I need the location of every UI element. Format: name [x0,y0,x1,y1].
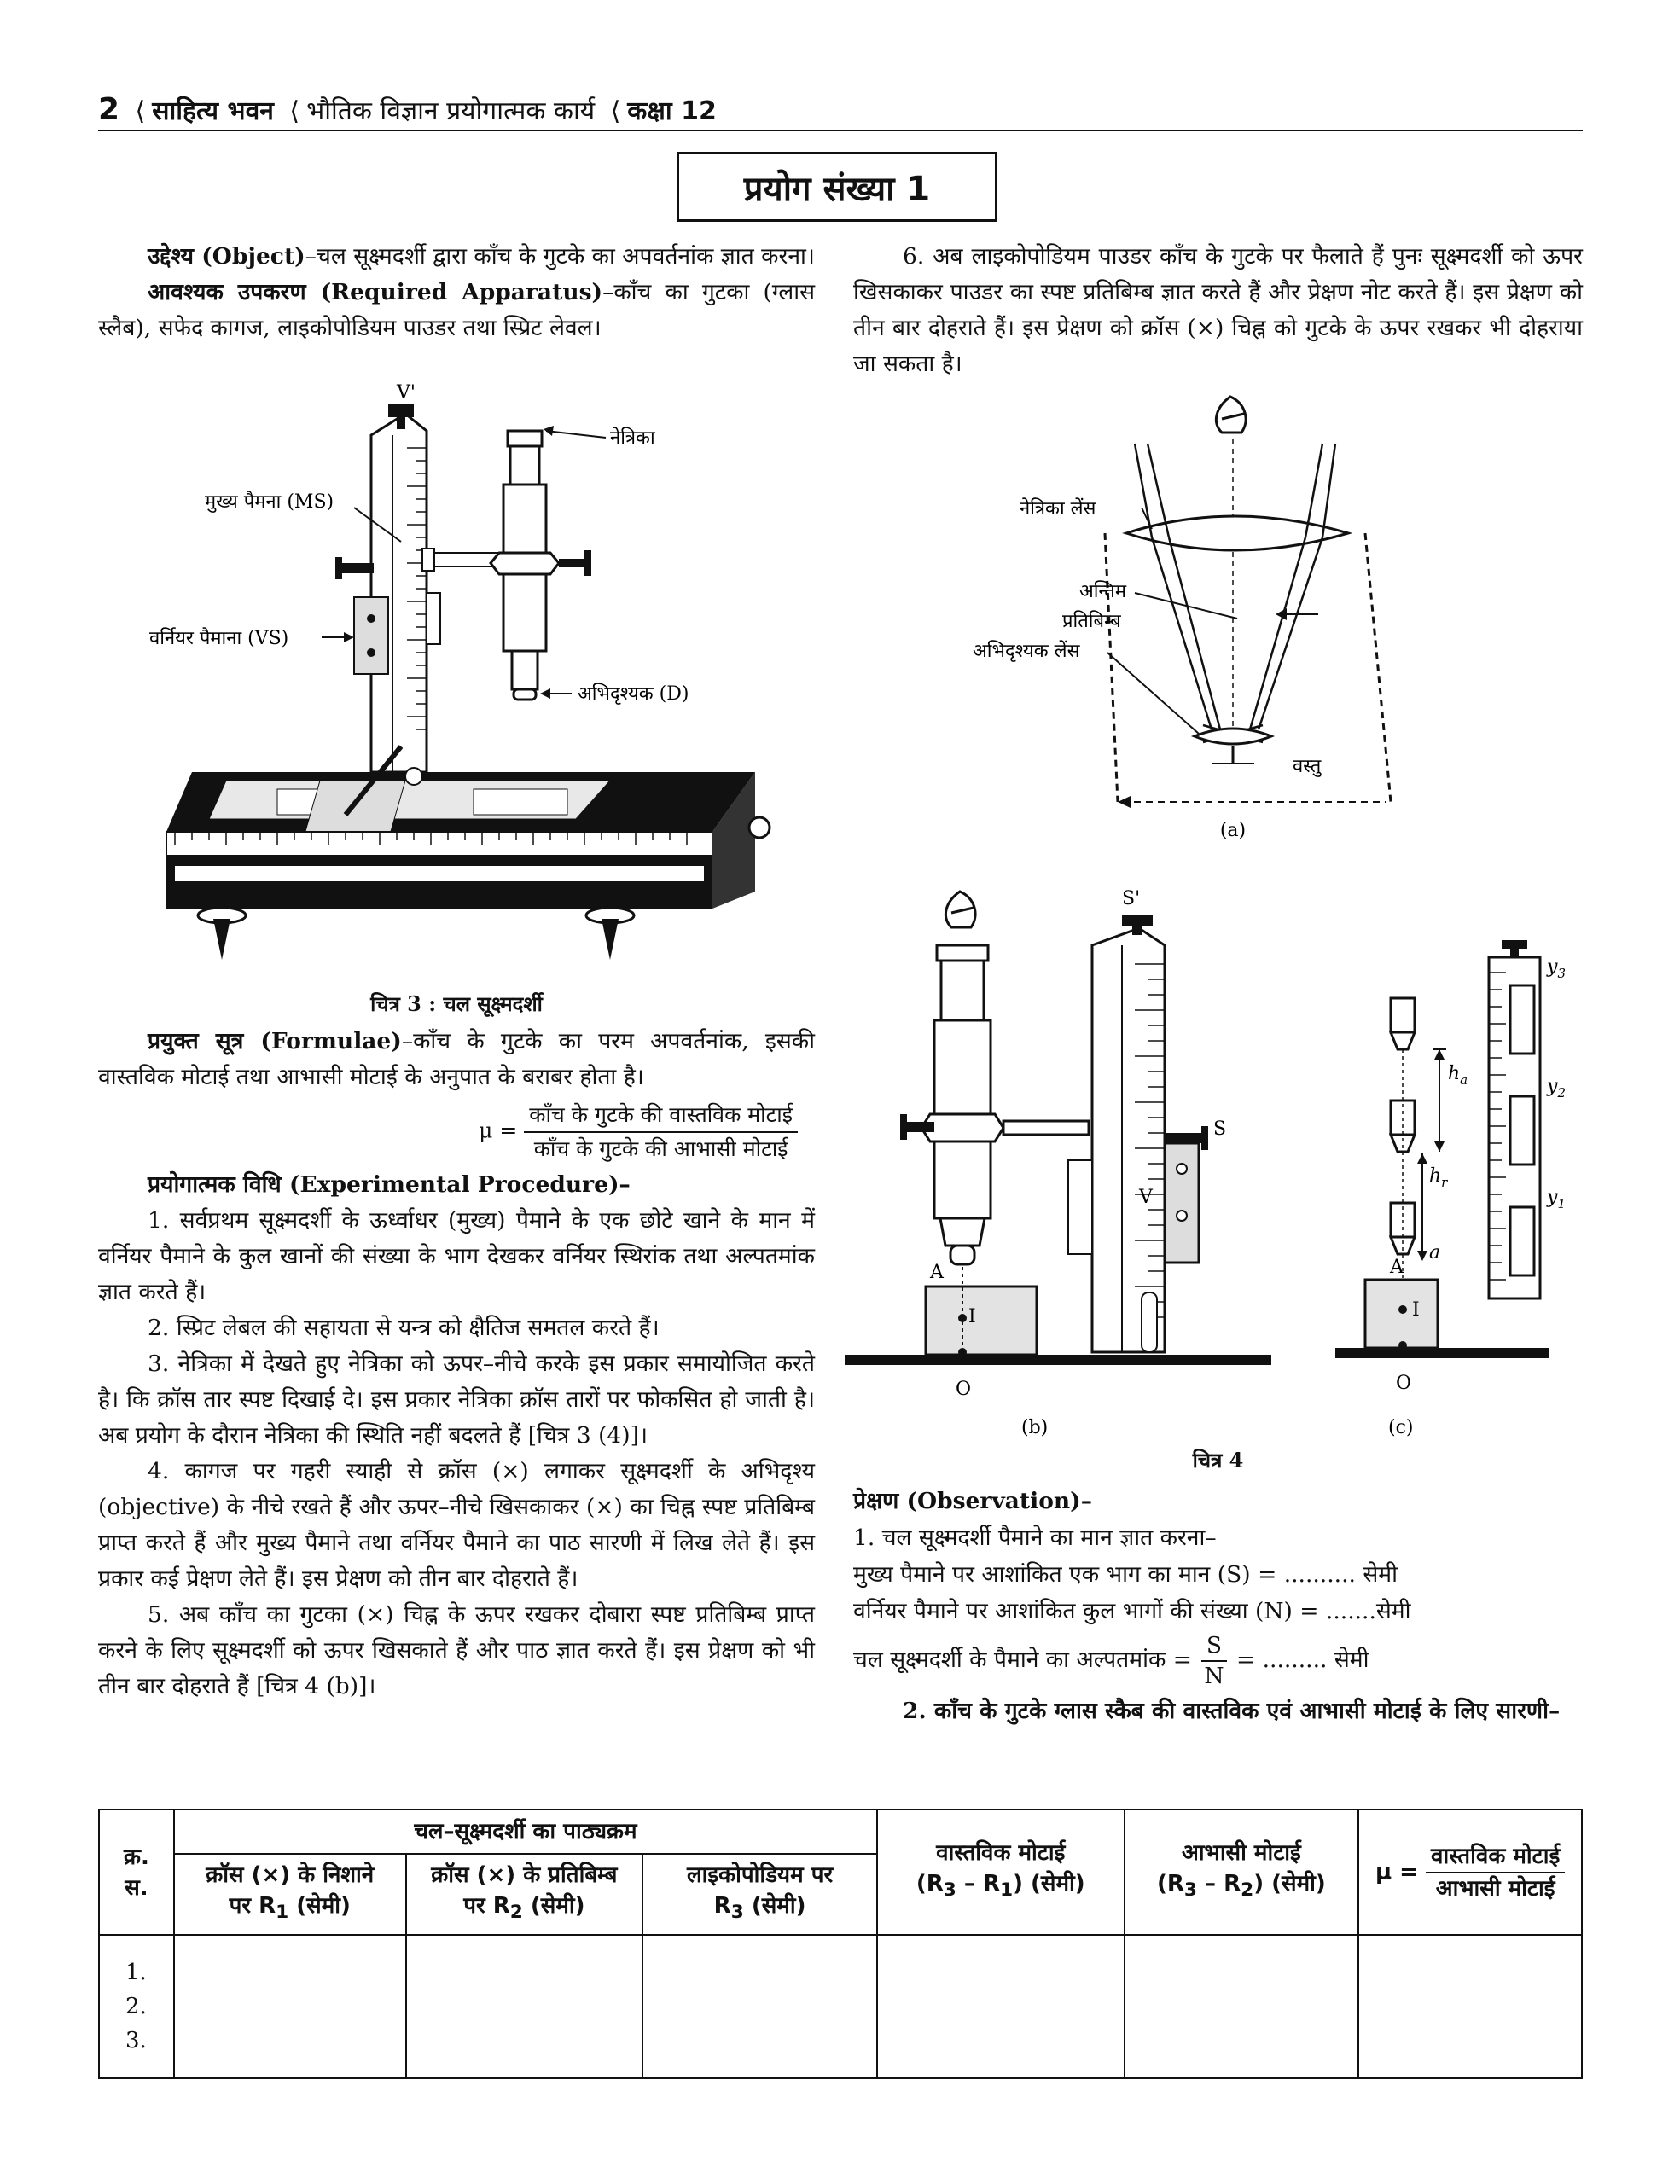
virtual-ray-left [1105,533,1118,802]
apparatus-heading: आवश्यक उपकरण (Required Apparatus) [148,279,603,305]
top-screw-stem-b [1132,926,1142,935]
objective-tip-b [950,1246,974,1264]
lower-tube-b [934,1141,991,1218]
dim-hr-arrow-top [1417,1153,1427,1164]
label-v-prime: V' [397,382,416,404]
label-a-c: A [1390,1257,1404,1278]
vernier-screw-1-b [1177,1164,1187,1174]
label-v: V [1139,1187,1153,1208]
pillar-b [1092,928,1165,1352]
row-numbers [99,1935,174,2078]
focus-knob-head [584,550,591,576]
cell-r1 [174,1935,406,2078]
vernier-screw-top [367,614,375,623]
virtual-ray-right [1365,533,1391,802]
formula-fraction [524,1101,798,1164]
vernier-pos-1-c [1510,1207,1534,1275]
class-label: कक्षा [627,96,672,126]
formula-block [98,1101,815,1164]
procedure-step-3: 3. नेत्रिका में देखते हुए नेत्रिका को ऊपर–नीचे करके इस प्रकार समायोजित करते है। कि क्रॉस तार स्पष्ट दिखाई दे। इस प्रकार नेत्रिका क्रॉस तारों पर फोकसित हो जाती है। अब प्रयोग के दौरान नेत्रिका की स्थिति नहीं बदलते हैं [चित्र 3 (4)]। [98,1350,815,1449]
label-o-b: O [956,1379,972,1400]
observation-item-1: 1. चल सूक्ष्मदर्शी पैमाने का मान ज्ञात करना– [853,1525,1217,1551]
procedure-heading: प्रयोगात्मक विधि (Experimental Procedure)– [148,1171,631,1198]
procedure-step-5: 5. अब काँच का गुटका (×) चिह्न के ऊपर रखकर दोबारा स्पष्ट प्रतिबिम्ब प्राप्त करने के लिए सूक्ष्मदर्शी को ऊपर खिसकाते हैं और पाठ ज्ञात करते हैं। इस प्रेक्षण को भी तीन बार दोहराते हैं [चित्र 4 (b)]। [98,1601,815,1699]
row-3: 3. [125,2028,147,2053]
fine-adjust-knob [335,557,342,579]
vernier-block [354,597,388,674]
label-final: अन्तिम [1079,581,1126,602]
image-point-c [1398,1305,1407,1314]
observation-table [98,1809,1583,2079]
vernier-pos-3-c [1510,985,1534,1054]
formula-heading: प्रयुक्त सूत्र (Formulae) [148,1028,402,1054]
row-2: 2. [125,1994,147,2019]
vernier-plate-b [1068,1160,1092,1254]
subject: भौतिक विज्ञान प्रयोगात्मक कार्य [306,96,596,126]
eyepiece-lens [1126,516,1348,550]
side-screw [749,817,770,838]
side-knob-head-b [900,1114,907,1140]
vernier-screw-bottom [367,648,375,657]
rack-collar [491,553,559,574]
dim-ha-arrow-top [1434,1049,1445,1060]
dim-ha-arrow-bottom [1434,1141,1445,1152]
least-count-label: चल सूक्ष्मदर्शी के पैमाने का अल्पतमांक = [853,1647,1192,1673]
least-count-s: S [1201,1633,1227,1662]
header-mu: μ = $\frac{\text{वास्तविक मोटाई}}{\text{आभासी मोटाई}}$ [1358,1809,1582,1935]
mu-symbol: μ = [479,1118,518,1143]
observation-block [853,1483,1583,1729]
observation-least-count [853,1633,1583,1689]
arm-clamp [422,549,434,571]
s-screw-b [1165,1133,1203,1143]
figure-4b-microscope [845,879,1280,1442]
left-intro [98,239,815,346]
glass-block-c [1365,1280,1438,1348]
cell-apparent [1125,1935,1359,2078]
label-eyepiece-lens: नेत्रिका लेंस [1020,498,1096,520]
formula-text: –काँच के गुटके का परम अपवर्तनांक, इसकी वास्तविक मोटाई तथा आभासी मोटाई के अनुपात के बराबर होता है। [98,1028,815,1090]
clamp-b [1142,1292,1157,1352]
arrow-objective [540,688,550,699]
label-s-prime: S' [1122,888,1141,909]
fine-adjust-screw [340,563,374,573]
base-slot-right [474,789,567,815]
eyepiece-cap-b [937,945,988,961]
header-real-thickness: वास्तविक मोटाई $(R_3 - R_1)$ (सेमी) [877,1809,1125,1935]
top-screw-stem [397,417,405,429]
least-count-value: = ......... सेमी [1235,1647,1369,1673]
label-main-scale: मुख्य पैमना (MS) [205,491,334,513]
label-a-b: A [930,1262,944,1283]
objective-barrel [512,651,538,689]
observation-main-scale: मुख्य पैमाने पर आशांकित एक भाग का मान (S) = .......... सेमी [853,1561,1398,1588]
observation-heading: प्रेक्षण (Observation)– [853,1488,1092,1514]
header-serial: क्र. स. [99,1809,174,1935]
final-image-arrow [1118,796,1131,808]
s-screw-head-b [1201,1126,1208,1150]
label-eyepiece: नेत्रिका [610,427,655,449]
header-r1: क्रॉस (×) के निशाने पर $R_1$ (सेमी) [174,1854,406,1935]
least-count-fraction [1199,1633,1229,1689]
label-image: प्रतिबिम्ब [1062,611,1121,632]
top-screw-head [388,404,414,417]
label-y1: $y_1$ [1547,1187,1566,1211]
label-i-c: I [1412,1299,1420,1321]
figure-4c-readings [1335,921,1583,1442]
focus-knob [559,559,589,567]
eyepiece-top [508,431,542,446]
label-y3: $y_3$ [1547,956,1566,981]
page-number: 2 [98,92,120,127]
procedure-step-1: 1. सर्वप्रथम सूक्ष्मदर्शी के ऊर्ध्वाधर (मुख्य) पैमाने के एक छोटे खाने के मान में वर्नियर पैमाने के कुल खानों की संख्या के भाग देखकर वर्नियर स्थिरांक तथा अल्पतमांक ज्ञात करते हैं। [98,1207,815,1305]
cell-real [877,1935,1125,2078]
procedure-step-4: 4. कागज पर गहरी स्याही से क्रॉस (×) लगाकर सूक्ष्मदर्शी के अभिदृश्य (objective) के नीचे रखते हैं और ऊपर–नीचे खिसकाकर (×) का चिह्न स्पष्ट प्रतिबिम्ब प्राप्त करते हैं और मुख्य पैमाने तथा वर्नियर पैमाने का पाठ सारणी में लिख लेते हैं। इस प्रकार कई प्रेक्षण लेते हैं। इस प्रेक्षण को तीन बार दोहराते हैं। [98,1458,815,1592]
objective-tip-2-c [1391,1135,1415,1152]
image-point-b [958,1314,967,1322]
leader-eyepiece [546,431,606,438]
objective-b [940,1218,985,1246]
class-number: 12 [681,96,717,126]
right-step-6 [853,239,1583,382]
cell-r3 [642,1935,877,2078]
experiment-title: प्रयोग संख्या 1 [677,152,997,222]
row-1: 1. [125,1960,147,1985]
header-group: चल–सूक्ष्मदर्शी का पाठ्यक्रम [174,1809,877,1854]
label-i-b: I [968,1306,976,1327]
label-y2: $y_2$ [1547,1076,1566,1101]
label-fig4b-sub: (b) [1021,1417,1049,1438]
leveling-screw-left [213,919,230,960]
eyepiece-tube [510,446,539,485]
cell-mu [1358,1935,1582,2078]
apparatus-text: –काँच का गुटका (ग्लास स्लैब), सफेद कागज, लाइकोपोडियम पाउडर तथा स्प्रिट लेवल। [98,279,815,341]
label-s: S [1213,1118,1227,1140]
vernier-screw-2-b [1177,1211,1187,1221]
label-objective: अभिदृश्यक (D) [578,683,689,705]
objective-tip [514,689,536,700]
lower-tube [503,574,546,651]
horizontal-scale [166,832,712,856]
figure-4-caption: चित्र 4 [1192,1448,1244,1472]
glass-block-b [926,1287,1037,1355]
label-hr: $h_r$ [1429,1165,1448,1190]
light-rays [1135,444,1335,742]
vernier-block-b [1165,1143,1199,1263]
base-front-stripe [175,866,704,881]
leader-objective-lens [1107,653,1199,734]
label-fig4a-sub: (a) [1219,820,1247,840]
header-r2: क्रॉस (×) के प्रतिबिम्ब पर $R_2$ (सेमी) [406,1854,643,1935]
arrow-eyepiece [544,426,554,436]
object-text: –चल सूक्ष्मदर्शी द्वारा काँच के गुटके का अपवर्तनांक ज्ञात करना। [305,243,815,270]
observation-vernier-scale: वर्नियर पैमाने पर आशांकित कुल भागों की संख्या (N) = .......सेमी [853,1598,1411,1624]
running-header: 2 ⟨ साहित्य भवन ⟨ भौतिक विज्ञान प्रयोगात्मक कार्य ⟨ कक्षा 12 [98,92,717,127]
left-body [98,1024,815,1705]
procedure-step-2: 2. स्प्रिट लेबल की सहायता से यन्त्र को क्षैतिज समतल करते हैं। [148,1315,660,1341]
label-a-small: a [1429,1242,1441,1263]
label-ha: $h_a$ [1448,1063,1468,1088]
formula-numerator: काँच के गुटके की वास्तविक मोटाई [524,1101,798,1133]
formula-denominator: काँच के गुटके की आभासी मोटाई [533,1136,788,1161]
objective-tip-3-c [1391,1032,1415,1049]
vertical-pillar [371,414,427,772]
object-heading: उद्देश्य (Object) [148,243,305,270]
objective-tip-1-c [1391,1237,1415,1254]
header-apparent-thickness: आभासी मोटाई $(R_3 - R_2)$ (सेमी) [1125,1809,1359,1935]
base-front [166,856,712,909]
top-screw-b [1122,915,1153,926]
least-count-n: N [1204,1663,1224,1689]
side-knob-b [904,1122,934,1132]
vernier-pos-2-c [1510,1096,1534,1165]
leveling-screw-right [602,919,619,960]
eyepiece-tube-b [941,961,984,1020]
figure-3-travelling-microscope [98,380,806,977]
objective-pos-3-c [1391,998,1415,1032]
label-object: वस्तु [1293,756,1322,777]
vernier-scale-plate [427,593,440,644]
label-vernier-scale: वर्नियर पैमाना (VS) [149,628,289,649]
scale-top-screw-c [1502,940,1527,949]
arm-b [1003,1121,1089,1135]
label-objective-lens: अभिदृश्यक लेंस [973,641,1080,662]
header-r3: लाइकोपोडियम पर $R_3$ (सेमी) [642,1854,877,1935]
publisher: साहित्य भवन [152,96,274,126]
label-o-c: O [1396,1373,1412,1394]
figure-4a-ray-diagram [956,388,1433,840]
observation-item-2: 2. काँच के गुटके ग्लास स्कैब की वास्तविक एवं आभासी मोटाई के लिए सारणी– [903,1698,1561,1724]
figure-3-caption: चित्र 3 : चल सूक्ष्मदर्शी [370,991,543,1016]
procedure-step-6: 6. अब लाइकोपोडियम पाउडर काँच के गुटके पर फैलाते हैं पुनः सूक्ष्मदर्शी को ऊपर खिसकाकर पाउडर का स्पष्ट प्रतिबिम्ब ज्ञात करते हैं और प्रेक्षण नोट करते हैं। इस प्रेक्षण को तीन बार दोहराते हैं। इस प्रेक्षण को क्रॉस (×) चिह्न को गुटके के ऊपर रखकर भी दोहराया जा सकता है। [853,243,1583,377]
table-top-b [845,1355,1271,1365]
object-peg [405,768,422,785]
table-top-c [1335,1348,1549,1358]
arrow-vernier [344,632,354,642]
microscope-body [503,485,546,553]
cell-r2 [406,1935,643,2078]
leader-final-image [1135,593,1237,619]
dim-a-arrow [1417,1251,1427,1261]
label-fig4c-sub: (c) [1388,1417,1414,1438]
header-rule [98,130,1583,131]
microscope-body-b [934,1020,991,1114]
